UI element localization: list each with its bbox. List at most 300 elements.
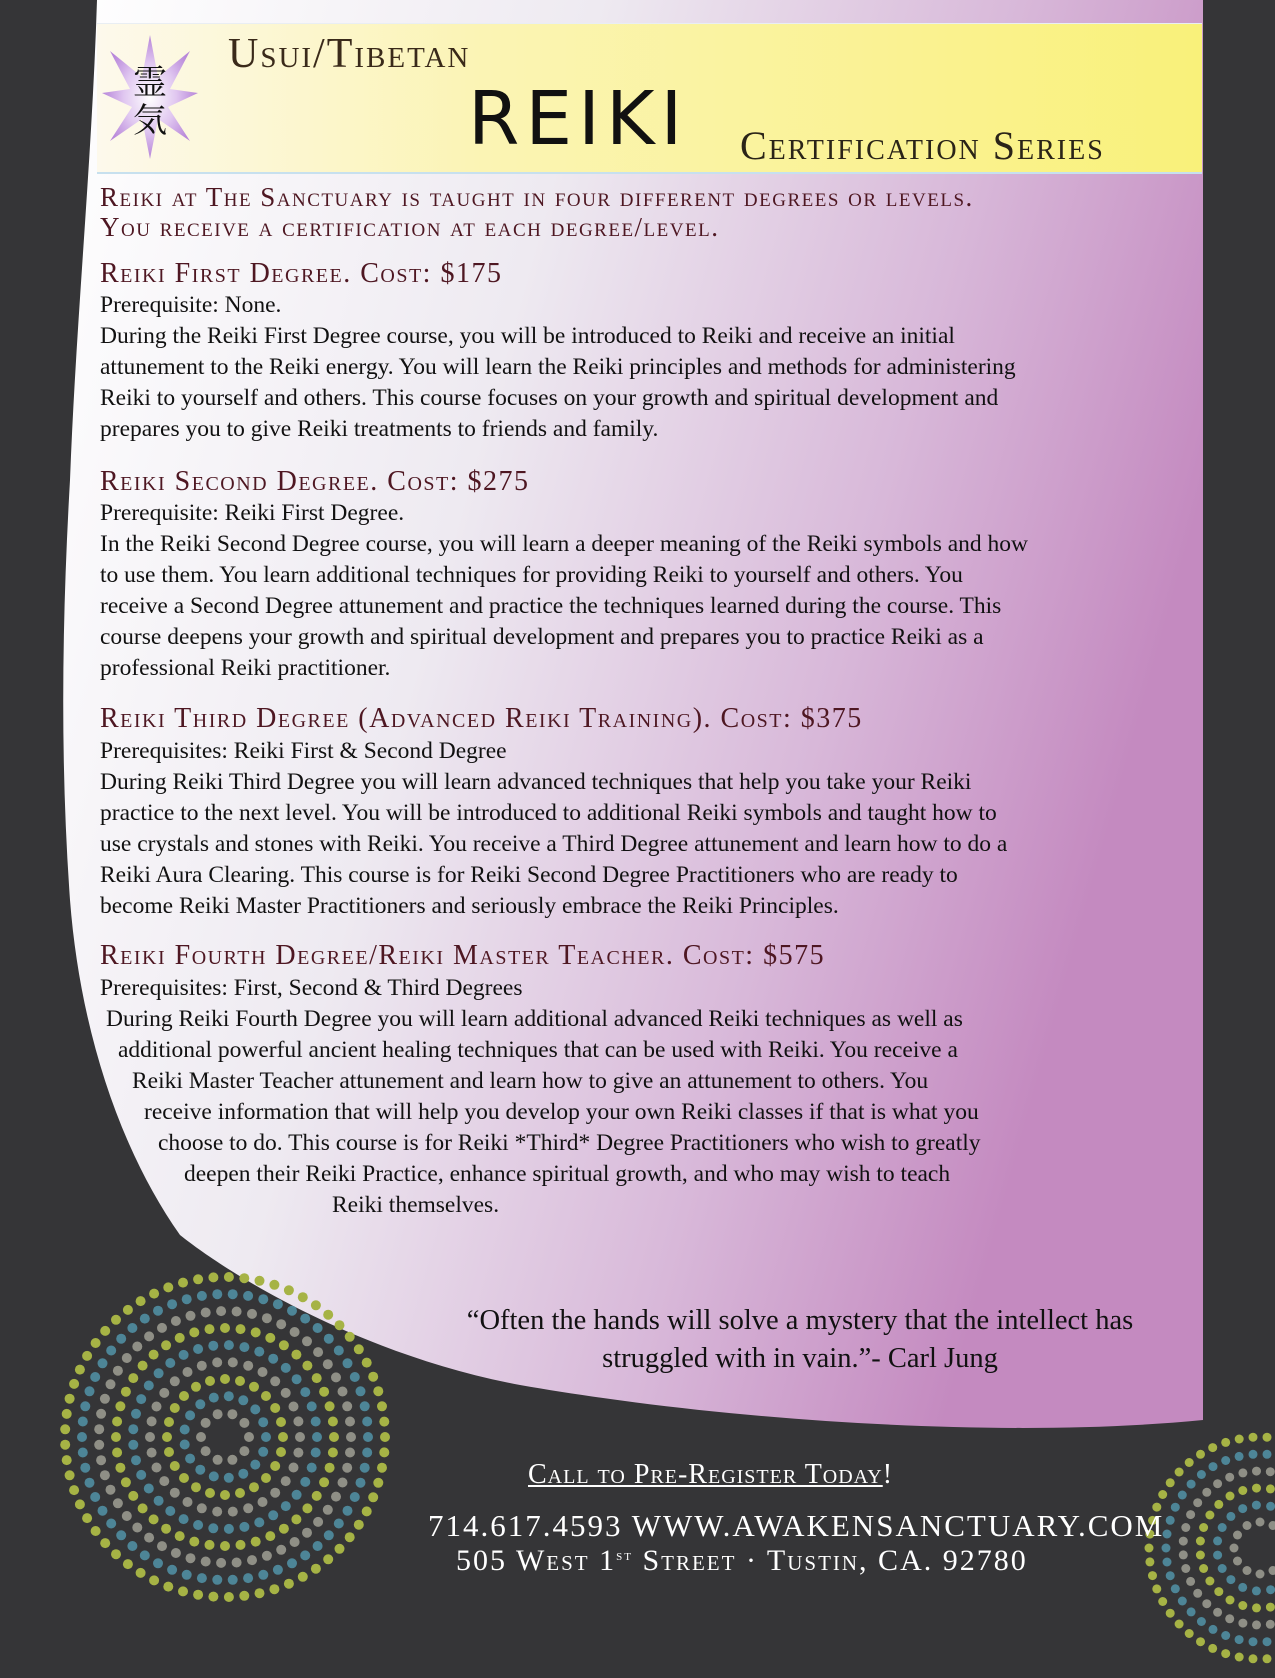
decorative-dot (377, 1401, 387, 1411)
decorative-dot (313, 1323, 323, 1333)
decorative-dot (1187, 1607, 1196, 1616)
decorative-dot (138, 1361, 148, 1371)
decorative-dot (1145, 1544, 1154, 1553)
decorative-dot (319, 1387, 329, 1397)
decorative-dot (193, 1344, 203, 1354)
decorative-dot (1252, 1484, 1261, 1493)
decorative-dot (334, 1519, 344, 1529)
decorative-dot (281, 1476, 291, 1486)
decorative-dot (1269, 1566, 1275, 1575)
decorative-dot (1233, 1531, 1242, 1540)
decorative-dot (111, 1549, 121, 1559)
decorative-dot (342, 1401, 352, 1411)
decorative-dot (325, 1401, 335, 1411)
decorative-dot (238, 1395, 248, 1405)
decorative-dot (313, 1517, 323, 1527)
decorative-dot (208, 1341, 218, 1351)
decorative-dot (323, 1554, 333, 1564)
decorative-dot (220, 1541, 230, 1551)
decorative-dot (212, 1507, 222, 1517)
decorative-dot (345, 1417, 355, 1427)
decorative-dot (312, 1432, 322, 1442)
decorative-dot (284, 1579, 294, 1589)
decorative-dot (185, 1410, 195, 1420)
decorative-dot (345, 1532, 355, 1542)
decorative-dot (1235, 1635, 1244, 1644)
decorative-dot (325, 1463, 335, 1473)
decorative-dot (212, 1575, 222, 1585)
decorative-dot (1213, 1608, 1222, 1617)
decorative-dot (1185, 1629, 1194, 1638)
decorative-dot (128, 1440, 138, 1450)
decorative-dot (300, 1550, 310, 1560)
decorative-dot (254, 1347, 264, 1357)
course-line: deepen their Reiki Practice, enhance spiritual growth, and who may wish to teach (100, 1159, 1210, 1190)
decorative-dot (302, 1361, 312, 1371)
decorative-dot (122, 1353, 132, 1363)
decorative-dot (1263, 1450, 1272, 1459)
decorative-dot (293, 1416, 303, 1426)
decorative-dot (276, 1545, 286, 1555)
decorative-dot (1266, 1484, 1275, 1493)
decorative-dot (186, 1553, 196, 1563)
decorative-dot (228, 1507, 238, 1517)
header-pre-title: Usui/Tibetan (228, 30, 470, 78)
decorative-dot (75, 1365, 85, 1375)
decorative-dot (1199, 1523, 1208, 1532)
decorative-dot (239, 1522, 249, 1532)
decorative-dot (170, 1461, 180, 1471)
decorative-dot (338, 1478, 348, 1488)
decorative-dot (236, 1540, 246, 1550)
intro-line: You receive a certification at each degree/level. (100, 212, 1210, 242)
decorative-dot (179, 1350, 189, 1360)
decorative-dot (1266, 1620, 1275, 1629)
decorative-dot (220, 1374, 230, 1384)
decorative-dot (1221, 1631, 1230, 1640)
decorative-dot (243, 1503, 253, 1513)
decorative-dot (60, 1424, 70, 1434)
decorative-dot (300, 1314, 310, 1324)
decorative-dot (379, 1447, 389, 1457)
decorative-dot (153, 1306, 163, 1316)
decorative-dot (249, 1482, 259, 1492)
decorative-dot (145, 1432, 155, 1442)
decorative-dot (1205, 1511, 1214, 1520)
decorative-dot (170, 1376, 180, 1386)
decorative-dot (1263, 1637, 1272, 1646)
logo-kanji-bottom: 気 (133, 101, 167, 141)
decorative-dot (262, 1313, 272, 1323)
decorative-dot (1208, 1644, 1217, 1653)
decorative-dot (78, 1448, 88, 1458)
decorative-dot (116, 1334, 126, 1344)
decorative-dot (224, 1391, 234, 1401)
decorative-dot (311, 1448, 321, 1458)
decorative-dot (268, 1354, 278, 1364)
decorative-dot (1238, 1504, 1247, 1513)
decorative-dot (1238, 1601, 1247, 1610)
decorative-dot (261, 1391, 271, 1401)
decorative-dot (91, 1526, 101, 1536)
decorative-dot (300, 1387, 310, 1397)
logo-kanji-top: 霊 (133, 63, 167, 103)
course-line: course deepens your growth and spiritual development and prepares you to practice Reiki as a (100, 622, 1210, 653)
decorative-dot (193, 1274, 203, 1284)
decorative-dot (298, 1292, 308, 1302)
decorative-dot (195, 1465, 205, 1475)
decorative-dot (295, 1432, 305, 1442)
decorative-dot (112, 1417, 122, 1427)
decorative-dot (1263, 1654, 1272, 1663)
decorative-dot (377, 1463, 387, 1473)
decorative-dot (1196, 1450, 1205, 1459)
decorative-dot (96, 1409, 106, 1419)
decorative-dot (380, 1432, 390, 1442)
decorative-dot (216, 1558, 226, 1568)
decorative-dot (290, 1537, 300, 1547)
decorative-dot (1252, 1586, 1261, 1595)
course-line: Reiki to yourself and others. This course focuses on your growth and spiritual development and (100, 383, 1210, 414)
decorative-dot (153, 1558, 163, 1568)
decorative-dot (329, 1432, 339, 1442)
decorative-dot (1218, 1564, 1227, 1573)
decorative-dot (1233, 1557, 1242, 1566)
decorative-dot (162, 1432, 172, 1442)
decorative-dot (140, 1314, 150, 1324)
decorative-dot (334, 1346, 344, 1356)
course-line: to use them. You learn additional techniques for providing Reiki to yourself and others. You (100, 560, 1210, 591)
decorative-dot (191, 1482, 201, 1492)
decorative-dot (127, 1541, 137, 1551)
decorative-dot (1230, 1544, 1239, 1553)
decorative-dot (243, 1361, 253, 1371)
decorative-dot (302, 1503, 312, 1513)
decorative-dot (311, 1564, 321, 1574)
decorative-dot (343, 1358, 353, 1368)
decorative-dot (1214, 1500, 1223, 1509)
decorative-dot (94, 1424, 104, 1434)
decorative-dot (1238, 1486, 1247, 1495)
decorative-dot (276, 1319, 286, 1329)
decorative-dot (128, 1424, 138, 1434)
decorative-dot (82, 1513, 92, 1523)
decorative-dot (144, 1533, 154, 1543)
decorative-dot (1193, 1498, 1202, 1507)
decorative-dot (258, 1447, 268, 1457)
decorative-dot (1202, 1599, 1211, 1608)
decorative-dot (311, 1417, 321, 1427)
decorative-dot (1175, 1468, 1184, 1477)
decorative-dot (1187, 1480, 1196, 1489)
course-line: become Reiki Master Practitioners and seriously embrace the Reiki Principles. (100, 891, 1210, 922)
decorative-dot (1266, 1585, 1275, 1594)
decorative-dot (265, 1333, 275, 1343)
decorative-dot (152, 1402, 162, 1412)
decorative-dot (197, 1573, 207, 1583)
decorative-dot (186, 1311, 196, 1321)
decorative-dot (354, 1344, 364, 1354)
decorative-dot (1243, 1566, 1252, 1575)
decorative-dot (227, 1455, 237, 1465)
decorative-dot (235, 1488, 245, 1498)
decorative-dot (80, 1401, 90, 1411)
decorative-dot (1238, 1583, 1247, 1592)
page-title: REIKI (468, 76, 688, 162)
decorative-dot (149, 1575, 159, 1585)
decorative-dot (250, 1460, 260, 1470)
decorative-dot (251, 1327, 261, 1337)
address-line (456, 1544, 1028, 1578)
decorative-dot (201, 1446, 211, 1456)
decorative-dot (209, 1393, 219, 1403)
decorative-dot (228, 1357, 238, 1367)
intro-line: Reiki at The Sanctuary is taught in four different degrees or levels. (100, 182, 1210, 212)
decorative-dot (360, 1463, 370, 1473)
decorative-dot (350, 1372, 360, 1382)
decorative-dot (212, 1357, 222, 1367)
decorative-dot (1218, 1523, 1227, 1532)
decorative-dot (224, 1524, 234, 1534)
decorative-dot (373, 1386, 383, 1396)
course-line: receive a Second Degree attunement and practice the techniques learned during the course. This (100, 591, 1210, 622)
course-body (100, 973, 1210, 1221)
decorative-dot (136, 1568, 146, 1578)
decorative-dot (1235, 1452, 1244, 1461)
decorative-dot (292, 1490, 302, 1500)
decorative-dot (1197, 1470, 1206, 1479)
decorative-dot (1243, 1521, 1252, 1530)
decorative-dot (154, 1368, 164, 1378)
decorative-dot (159, 1388, 169, 1398)
decorative-dot (149, 1289, 159, 1299)
decorative-dot (1213, 1551, 1222, 1560)
course-line: choose to do. This course is for Reiki *Third* Degree Practitioners who wish to greatly (100, 1128, 1210, 1159)
decorative-dot (220, 1323, 230, 1333)
decorative-dot (220, 1490, 230, 1500)
decorative-dot (312, 1491, 322, 1501)
decorative-dot (90, 1492, 100, 1502)
decorative-dot (77, 1432, 87, 1442)
decorative-dot (1158, 1490, 1167, 1499)
decorative-dot (1252, 1501, 1261, 1510)
decorative-dot (136, 1470, 146, 1480)
decorative-dot (205, 1324, 215, 1334)
decorative-dot (300, 1477, 310, 1487)
decorative-dot (205, 1488, 215, 1498)
decorative-dot (270, 1488, 280, 1498)
decorative-dot (307, 1401, 317, 1411)
decorative-dot (1256, 1570, 1265, 1579)
quote (440, 1302, 1160, 1378)
decorative-dot (85, 1478, 95, 1488)
decorative-dot (289, 1402, 299, 1412)
decorative-dot (247, 1555, 257, 1565)
decorative-dot (201, 1308, 211, 1318)
decorative-dot (1196, 1637, 1205, 1646)
decorative-dot (232, 1558, 242, 1568)
decorative-dot (144, 1381, 154, 1391)
decorative-dot (75, 1499, 85, 1509)
decorative-dot (269, 1584, 279, 1594)
decorative-dot (284, 1285, 294, 1295)
decorative-dot (262, 1551, 272, 1561)
decorative-dot (167, 1565, 177, 1575)
decorative-dot (293, 1448, 303, 1458)
decorative-dot (324, 1530, 334, 1540)
decorative-dot (163, 1582, 173, 1592)
contact-line: 714.617.4593 WWW.AWAKENSANCTUARY.COM (428, 1508, 1164, 1544)
decorative-dot (208, 1523, 218, 1533)
decorative-dot (1186, 1577, 1195, 1586)
decorative-dot (250, 1404, 260, 1414)
address-post: Street · Tustin, CA. 92780 (633, 1544, 1028, 1577)
decorative-dot (191, 1382, 201, 1392)
decorative-dot (239, 1342, 249, 1352)
decorative-dot (1179, 1550, 1188, 1559)
course-line: prepares you to give Reiki treatments to friends and family. (100, 414, 1210, 445)
course-line: additional powerful ancient healing techniques that can be used with Reiki. You receive a (100, 1035, 1210, 1066)
decorative-dot (163, 1282, 173, 1292)
decorative-dot (193, 1590, 203, 1600)
decorative-dot (1235, 1435, 1244, 1444)
decorative-dot (362, 1448, 372, 1458)
decorative-dot (1226, 1512, 1235, 1521)
decorative-dot (270, 1403, 280, 1413)
decorative-dot (238, 1469, 248, 1479)
decorative-dot (279, 1524, 289, 1534)
decorative-dot (338, 1387, 348, 1397)
decorative-dot (127, 1323, 137, 1333)
decorative-dot (205, 1376, 215, 1386)
decorative-dot (1166, 1516, 1175, 1525)
decorative-dot (131, 1409, 141, 1419)
decorative-dot (265, 1531, 275, 1541)
decorative-dot (323, 1359, 333, 1369)
decorative-dot (273, 1299, 283, 1309)
decorative-dot (356, 1478, 366, 1488)
decorative-dot (373, 1478, 383, 1488)
decorative-dot (1162, 1544, 1171, 1553)
course-prerequisite: Prerequisites: First, Second & Third Degrees (100, 973, 1210, 1004)
decorative-dot (255, 1588, 265, 1598)
decorative-dot (161, 1340, 171, 1350)
decorative-dot (100, 1394, 110, 1404)
decorative-dot (258, 1294, 268, 1304)
decorative-dot (239, 1418, 249, 1428)
decorative-dot (161, 1524, 171, 1534)
decorative-dot (258, 1417, 268, 1427)
decorative-dot (1158, 1597, 1167, 1606)
decorative-dot (1214, 1587, 1223, 1596)
decorative-dot (319, 1477, 329, 1487)
decorative-dot (106, 1519, 116, 1529)
decorative-dot (1249, 1433, 1258, 1442)
decorative-dot (113, 1366, 123, 1376)
decorative-dot (254, 1517, 264, 1527)
course-line: During Reiki Fourth Degree you will learn additional advanced Reiki techniques as well as (100, 1004, 1210, 1035)
course-title: Reiki Third Degree (Advanced Reiki Training). Cost: $375 (100, 703, 863, 735)
decorative-dot (80, 1463, 90, 1473)
decorative-dot (345, 1448, 355, 1458)
decorative-dot (175, 1531, 185, 1541)
decorative-dot (116, 1530, 126, 1540)
decorative-dot (224, 1272, 234, 1282)
decorative-dot (1178, 1597, 1187, 1606)
decorative-dot (170, 1403, 180, 1413)
decorative-dot (1209, 1462, 1218, 1471)
decorative-dot (313, 1347, 323, 1357)
course-line: Reiki Aura Clearing. This course is for Reiki Second Degree Practitioners who are ready to (100, 860, 1210, 891)
pre-register-cta-text: Call to Pre-Register Today (528, 1459, 883, 1490)
decorative-dot (227, 1409, 237, 1419)
decorative-dot (312, 1373, 322, 1383)
decorative-dot (115, 1401, 125, 1411)
address-sup: st (616, 1547, 633, 1564)
decorative-dot (208, 1272, 218, 1282)
decorative-dot (164, 1447, 174, 1457)
decorative-dot (235, 1376, 245, 1386)
decorative-dot (323, 1505, 333, 1515)
decorative-dot (289, 1463, 299, 1473)
decorative-dot (189, 1327, 199, 1337)
course-line: Reiki Master Teacher attunement and learn how to give an attunement to others. You (100, 1066, 1210, 1097)
decorative-dot (281, 1501, 291, 1511)
decorative-dot (328, 1417, 338, 1427)
decorative-dot (292, 1374, 302, 1384)
decorative-dot (224, 1592, 234, 1602)
decorative-dot (1226, 1596, 1235, 1605)
decorative-dot (213, 1455, 223, 1465)
decorative-dot (228, 1575, 238, 1585)
decorative-dot (128, 1373, 138, 1383)
decorative-dot (311, 1300, 321, 1310)
decorative-dot (201, 1557, 211, 1567)
decorative-dot (1193, 1589, 1202, 1598)
decorative-dot (69, 1485, 79, 1495)
decorative-dot (183, 1367, 193, 1377)
decorative-dot (1181, 1564, 1190, 1573)
course-title: Reiki First Degree. Cost: $175 (100, 258, 502, 290)
decorative-dot (1166, 1571, 1175, 1580)
dotted-circle-right (1130, 1418, 1275, 1678)
decorative-dot (180, 1425, 190, 1435)
decorative-dot (323, 1310, 333, 1320)
decorative-dot (1266, 1467, 1275, 1476)
course-body (100, 736, 1210, 922)
decorative-dot (261, 1432, 271, 1442)
decorative-dot (1196, 1551, 1205, 1560)
decorative-dot (159, 1476, 169, 1486)
decorative-dot (149, 1514, 159, 1524)
decorative-dot (1199, 1564, 1208, 1573)
course-line: During the Reiki First Degree course, you will be introduced to Reiki and receive an initial (100, 321, 1210, 352)
decorative-dot (239, 1273, 249, 1283)
decorative-dot (278, 1432, 288, 1442)
header-subtitle: Certification Series (740, 122, 1105, 169)
decorative-dot (228, 1289, 238, 1299)
decorative-dot (195, 1399, 205, 1409)
decorative-dot (1221, 1456, 1230, 1465)
decorative-dot (147, 1416, 157, 1426)
decorative-dot (98, 1506, 108, 1516)
decorative-dot (1213, 1479, 1222, 1488)
decorative-dot (251, 1537, 261, 1547)
decorative-dot (182, 1570, 192, 1580)
decorative-dot (123, 1559, 133, 1569)
decorative-dot (270, 1376, 280, 1386)
decorative-dot (113, 1498, 123, 1508)
